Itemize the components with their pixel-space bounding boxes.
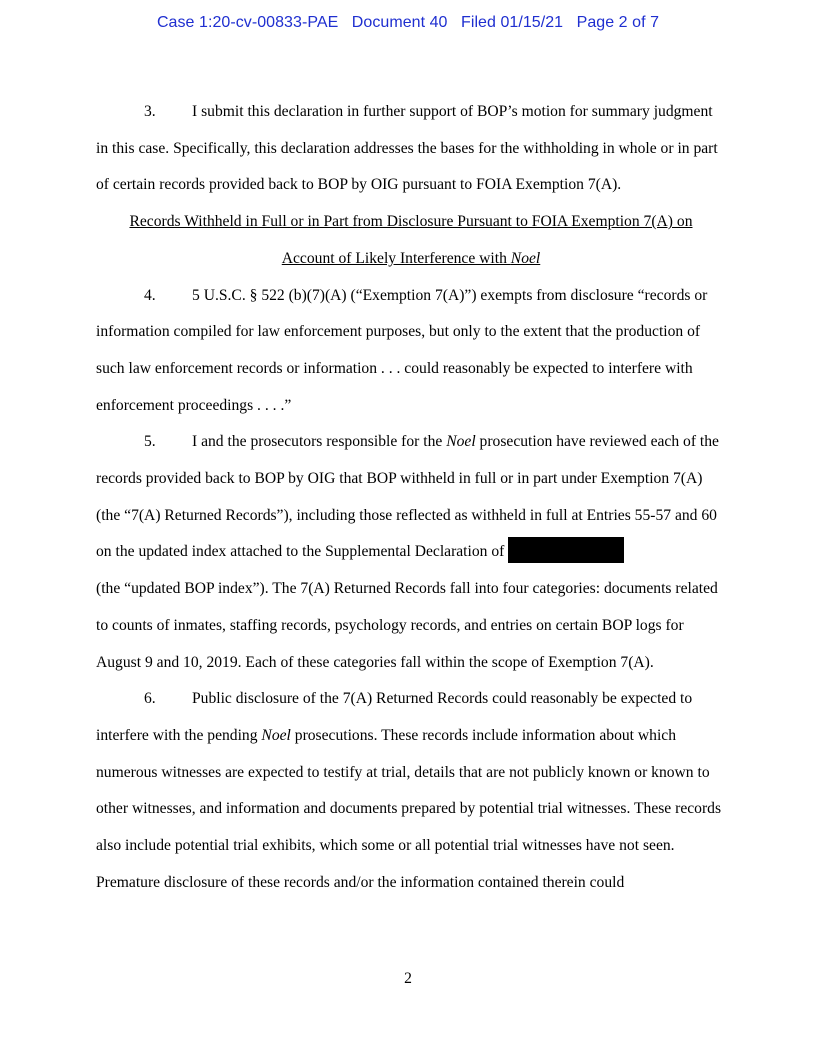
paragraph-4 (96, 278, 726, 425)
paragraph-text: (the “updated BOP index”). The 7(A) Returned Records fall into four categories: documents related to counts of inmates, staffing records, psychology records, and entries on certain BOP logs for August 9 and 10, 2019. Each of these categories fall within the scope of Exemption 7(A). (96, 580, 718, 671)
case-name-italic: Noel (261, 726, 291, 744)
paragraph-6 (96, 681, 726, 901)
document-number: Document 40 (351, 14, 448, 31)
section-heading (96, 204, 726, 277)
paragraph-5 (96, 424, 726, 681)
document-body (96, 94, 726, 901)
paragraph-number: 3. (144, 103, 156, 120)
paragraph-number: 5. (144, 433, 156, 451)
case-number: Case 1:20-cv-00833-PAE (156, 14, 339, 31)
case-name-italic: Noel (510, 249, 541, 267)
section-heading-line-2 (96, 241, 726, 278)
filed-date: Filed 01/15/21 (461, 14, 564, 31)
section-heading-text: Account of Likely Interference with (281, 249, 511, 267)
paragraph-text: 5 U.S.C. § 522 (b)(7)(A) (“Exemption 7(A)”) exempts from disclosure “records or information compiled for law enforcement purposes, but only to the extent that the production of such law enforcement records or information . . . could reasonably be expected to interfere with enforcement proceedings . . . .” (96, 286, 708, 414)
case-name-italic: Noel (446, 433, 476, 451)
paragraph-text: I and the prosecutors responsible for the (192, 433, 447, 451)
paragraph-3 (96, 94, 726, 204)
case-header (0, 14, 816, 32)
paragraph-number: 6. (144, 690, 156, 708)
paragraph-number: 4. (144, 286, 156, 304)
paragraph-text: Public disclosure of the 7(A) Returned Records could reasonably be expected to interfere with the pending (96, 690, 693, 744)
section-heading-line-1: Records Withheld in Full or in Part from Disclosure Pursuant to FOIA Exemption 7(A) on (129, 213, 693, 231)
page-number: 2 (404, 970, 412, 987)
paragraph-text: prosecutions. These records include information about which numerous witnesses are expected to testify at trial, details that are not publicly known or known to other witnesses, and information and documents prepared by potential trial witnesses. These records also include potential trial exhibits, which some or all potential trial witnesses have not seen. Premature disclosure of these records and/or the information contained therein could (96, 726, 722, 891)
page-indicator: Page 2 of 7 (576, 14, 660, 31)
paragraph-text: I submit this declaration in further support of BOP’s motion for summary judgment in this case. Specifically, this declaration addresses the bases for the withholding in whole or in part of certain records provided back to BOP by OIG pursuant to FOIA Exemption 7(A). (96, 103, 718, 194)
redaction-box (508, 537, 624, 563)
paragraph-text: prosecution have reviewed each of the records provided back to BOP by OIG that BOP withheld in full or in part under Exemption 7(A) (the “7(A) Returned Records”), including those reflected as withheld in full at Entries 55-57 and 60 on the updated index attached to the Supplemental Declaration of (96, 433, 719, 561)
